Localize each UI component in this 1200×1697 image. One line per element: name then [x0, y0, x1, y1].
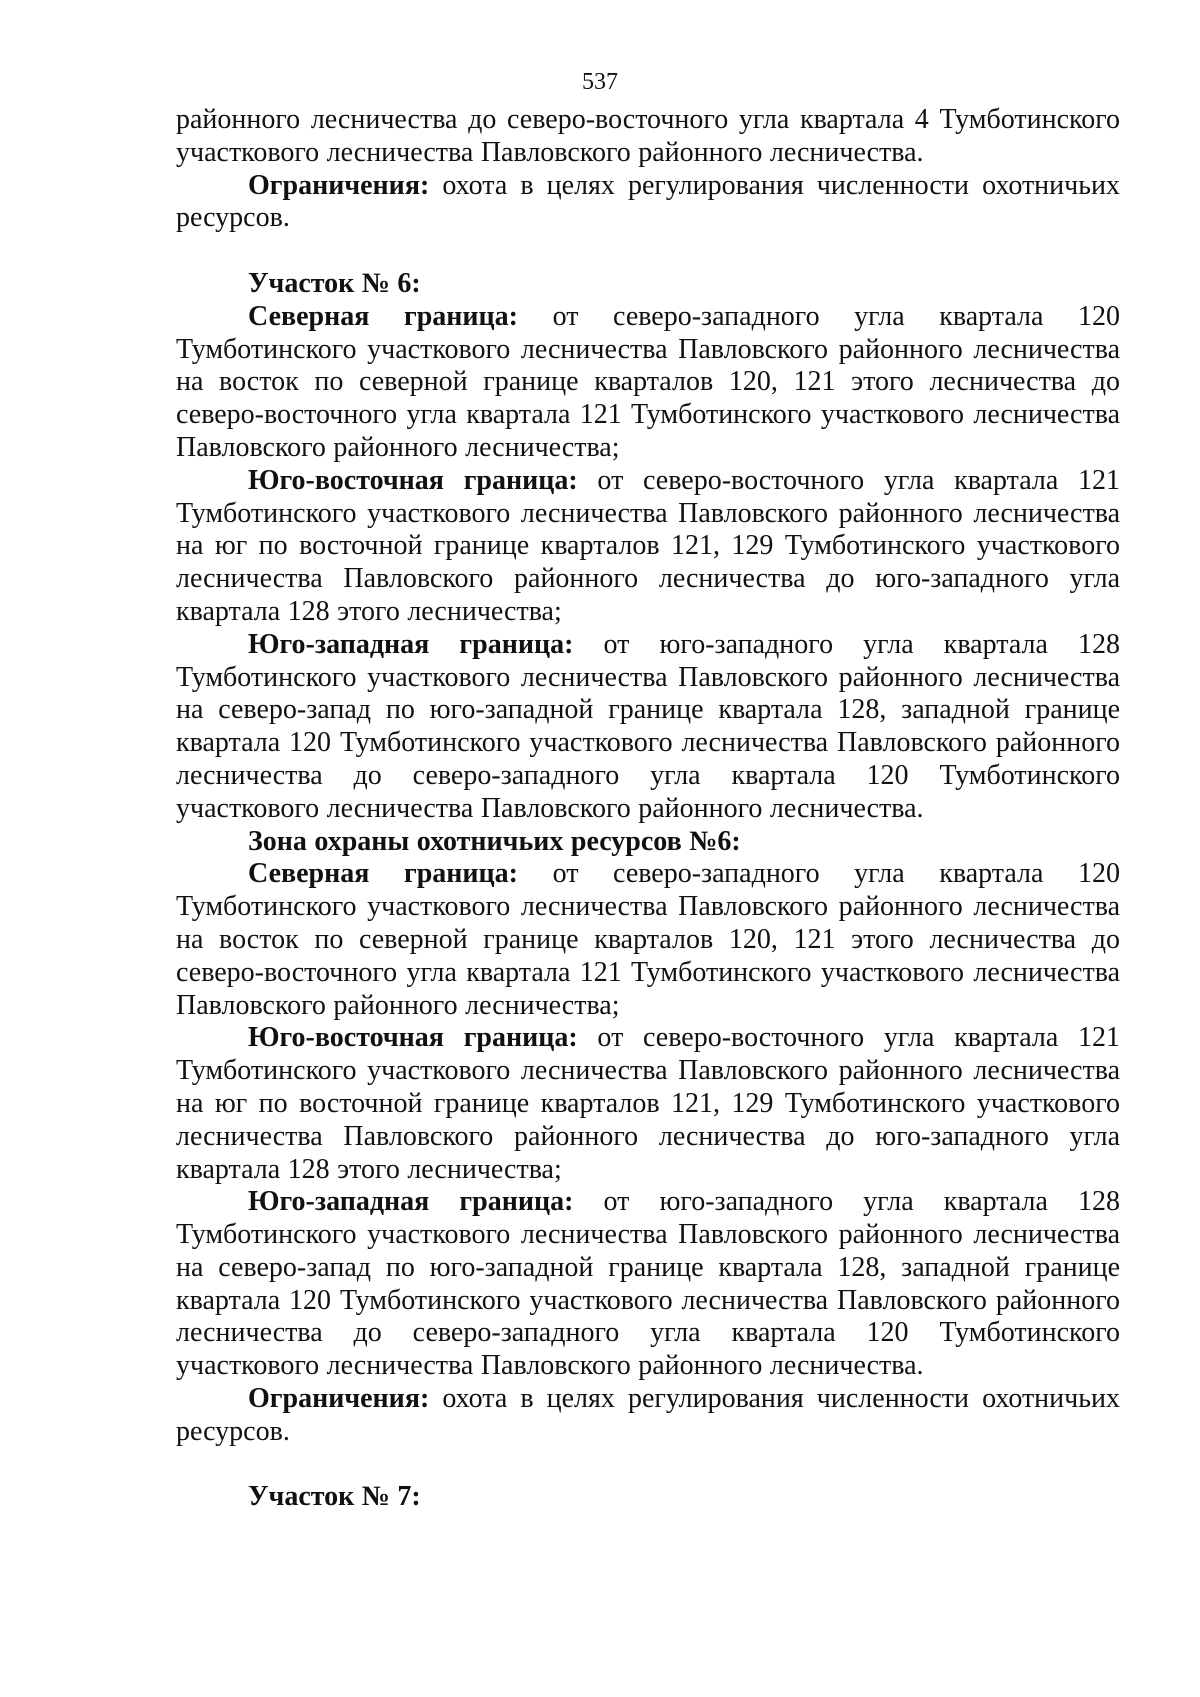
restrictions-label: Ограничения:: [248, 169, 430, 201]
southeast-border-label: Юго-восточная граница:: [248, 1022, 578, 1054]
zone-6-heading: Зона охраны охотничьих ресурсов №6:: [248, 825, 741, 857]
spacer: [176, 1449, 1120, 1482]
continuation-paragraph: районного лесничества до северо-восточного угла квартала 4 Тумботинского участкового лесничества Павловского районного лесничества.: [176, 104, 1120, 168]
restrictions-paragraph: [176, 170, 1120, 236]
page-number: 537: [582, 69, 618, 95]
southeast-border-label: Юго-восточная граница:: [248, 464, 578, 496]
document-body: [176, 104, 1120, 1514]
zone-6-southeast-paragraph: [176, 1022, 1120, 1186]
southwest-border-label: Юго-западная граница:: [248, 628, 574, 660]
southeast-border-text: от северо-восточного угла квартала 121 Тумботинского участкового лесничества Павловского районного лесничества на юг по восточной границе кварталов 121, 129 Тумботинского участкового лесничества Павловского районного лесничества до юго-западного угла квартала 128 этого лесничества;: [176, 1022, 1121, 1185]
section-6-southwest-paragraph: [176, 629, 1120, 826]
zone-6-southwest-paragraph: [176, 1186, 1120, 1383]
section-6-southeast-paragraph: [176, 465, 1120, 629]
southwest-border-text: от юго-западного угла квартала 128 Тумботинского участкового лесничества Павловского районного лесничества на северо-запад по юго-западной границе квартала 128, западной границе квартала 120 Тумботинского участкового лесничества Павловского районного лесничества до северо-западного угла квартала 120 Тумботинского участкового лесничества Павловского районного лесничества.: [176, 628, 1120, 824]
north-border-text: от северо-западного угла квартала 120 Тумботинского участкового лесничества Павловского районного лесничества на восток по северной границе кварталов 120, 121 этого лесничества до северо-восточного угла квартала 121 Тумботинского участкового лесничества Павловского районного лесничества;: [176, 858, 1120, 1021]
southeast-border-text: от северо-восточного угла квартала 121 Тумботинского участкового лесничества Павловского районного лесничества на юг по восточной границе кварталов 121, 129 Тумботинского участкового лесничества Павловского районного лесничества до юго-западного угла квартала 128 этого лесничества;: [176, 464, 1121, 627]
zone-6-north-paragraph: [176, 858, 1120, 1022]
north-border-label: Северная граница:: [248, 858, 518, 890]
southwest-border-label: Юго-западная граница:: [248, 1186, 574, 1218]
section-6-north-paragraph: [176, 301, 1120, 465]
north-border-label: Северная граница:: [248, 300, 518, 332]
section-7-heading: Участок № 7:: [248, 1481, 421, 1513]
restrictions-label: Ограничения:: [248, 1383, 430, 1415]
spacer: [176, 235, 1120, 268]
restrictions-text: охота в целях регулирования численности охотничьих ресурсов.: [176, 169, 1120, 234]
restrictions-text: охота в целях регулирования численности охотничьих ресурсов.: [176, 1383, 1120, 1447]
north-border-text: от северо-западного угла квартала 120 Тумботинского участкового лесничества Павловского районного лесничества на восток по северной границе кварталов 120, 121 этого лесничества до северо-восточного угла квартала 121 Тумботинского участкового лесничества Павловского районного лесничества;: [176, 300, 1120, 463]
section-6-heading: Участок № 6:: [248, 267, 421, 299]
southwest-border-text: от юго-западного угла квартала 128 Тумботинского участкового лесничества Павловского районного лесничества на северо-запад по юго-западной границе квартала 128, западной границе квартала 120 Тумботинского участкового лесничества Павловского районного лесничества до северо-западного угла квартала 120 Тумботинского участкового лесничества Павловского районного лесничества.: [176, 1186, 1120, 1382]
restrictions-paragraph: [176, 1383, 1120, 1449]
